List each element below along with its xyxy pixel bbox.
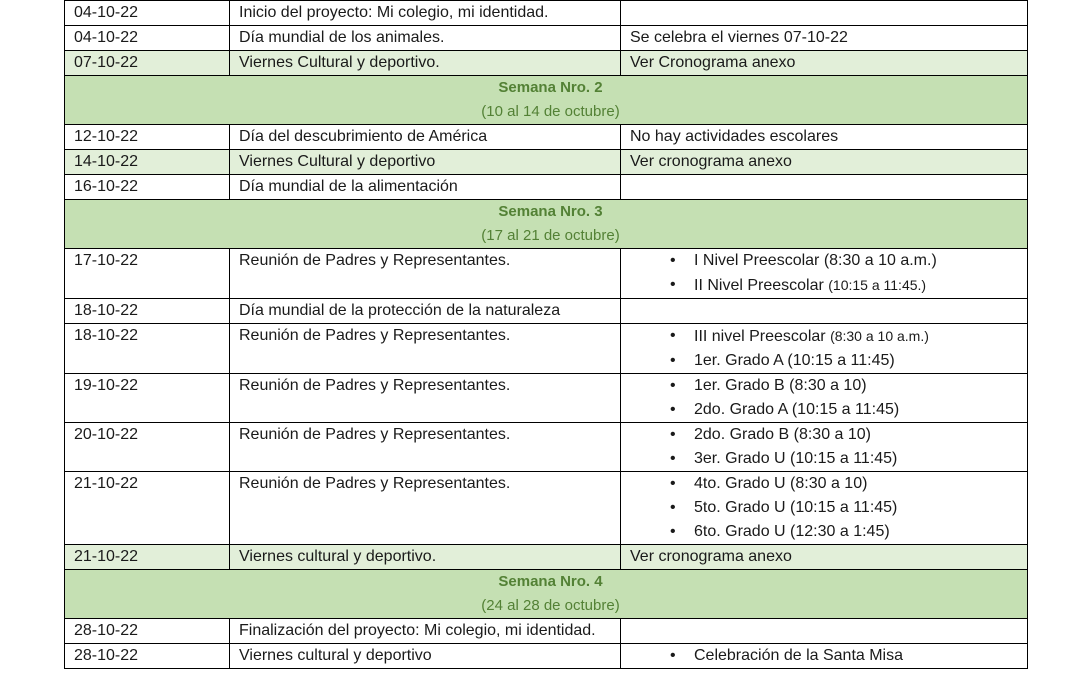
table-row — [65, 125, 1028, 150]
event-cell: Viernes cultural y deportivo — [230, 644, 621, 669]
event-cell: Reunión de Padres y Representantes. — [230, 249, 621, 299]
event-cell: Finalización del proyecto: Mi colegio, mi identidad. — [230, 619, 621, 644]
list-item — [694, 447, 1027, 471]
table-row — [65, 150, 1028, 175]
list-item-text: 2do. Grado B (8:30 a 10) — [694, 426, 871, 443]
date-cell: 04-10-22 — [65, 1, 230, 26]
list-item-text: 6to. Grado U (12:30 a 1:45) — [694, 523, 890, 540]
date-cell: 17-10-22 — [65, 249, 230, 299]
list-item-text: 5to. Grado U (10:15 a 11:45) — [694, 499, 898, 516]
list-item — [694, 472, 1027, 496]
event-cell: Viernes Cultural y deportivo. — [230, 51, 621, 76]
note-cell: Ver Cronograma anexo — [621, 51, 1028, 76]
bullet-list — [630, 423, 1027, 471]
week-header — [65, 570, 1028, 619]
note-cell — [621, 175, 1028, 200]
week-title: Semana Nro. 3 — [498, 203, 603, 220]
schedule-body — [65, 1, 1028, 669]
week-title: Semana Nro. 2 — [498, 79, 603, 96]
week-header-row — [65, 76, 1028, 125]
list-item-text: 2do. Grado A (10:15 a 11:45) — [694, 401, 900, 418]
note-cell: No hay actividades escolares — [621, 125, 1028, 150]
week-header — [65, 200, 1028, 249]
week-range: (17 al 21 de octubre) — [481, 227, 620, 244]
date-cell: 19-10-22 — [65, 374, 230, 423]
week-range: (24 al 28 de octubre) — [481, 597, 620, 614]
list-item — [694, 644, 1027, 668]
list-item — [694, 374, 1027, 398]
event-cell: Reunión de Padres y Representantes. — [230, 374, 621, 423]
week-title: Semana Nro. 4 — [498, 573, 603, 590]
table-row — [65, 374, 1028, 423]
list-item-text: Celebración de la Santa Misa — [694, 647, 904, 664]
bullet-list — [630, 644, 1027, 668]
list-item-time: (10:15 a 11:45.) — [828, 277, 927, 293]
date-cell: 18-10-22 — [65, 324, 230, 374]
list-item-text: 1er. Grado A (10:15 a 11:45) — [694, 352, 895, 369]
date-cell: 28-10-22 — [65, 619, 230, 644]
list-item — [694, 324, 1027, 349]
event-cell: Viernes Cultural y deportivo — [230, 150, 621, 175]
event-cell: Inicio del proyecto: Mi colegio, mi identidad. — [230, 1, 621, 26]
list-item-time: (8:30 a 10 a.m.) — [830, 328, 929, 344]
table-row — [65, 472, 1028, 545]
week-range: (10 al 14 de octubre) — [481, 103, 620, 120]
week-header-row — [65, 570, 1028, 619]
list-item — [694, 423, 1027, 447]
bullet-list — [630, 374, 1027, 422]
list-item-text: III nivel Preescolar — [694, 328, 831, 345]
note-cell — [621, 472, 1028, 545]
table-row — [65, 249, 1028, 299]
table-row — [65, 619, 1028, 644]
list-item — [694, 273, 1027, 298]
date-cell: 21-10-22 — [65, 545, 230, 570]
table-row — [65, 26, 1028, 51]
date-cell: 18-10-22 — [65, 299, 230, 324]
note-cell — [621, 299, 1028, 324]
date-cell: 12-10-22 — [65, 125, 230, 150]
event-cell: Día mundial de la alimentación — [230, 175, 621, 200]
date-cell: 04-10-22 — [65, 26, 230, 51]
note-cell — [621, 249, 1028, 299]
event-cell: Reunión de Padres y Representantes. — [230, 423, 621, 472]
bullet-list — [630, 472, 1027, 544]
list-item-text: 3er. Grado U (10:15 a 11:45) — [694, 450, 898, 467]
note-cell — [621, 619, 1028, 644]
list-item — [694, 349, 1027, 373]
table-row — [65, 324, 1028, 374]
note-cell — [621, 644, 1028, 669]
event-cell: Día mundial de la protección de la naturaleza — [230, 299, 621, 324]
note-cell: Ver cronograma anexo — [621, 545, 1028, 570]
note-cell — [621, 374, 1028, 423]
list-item-text: II Nivel Preescolar — [694, 277, 829, 294]
date-cell: 16-10-22 — [65, 175, 230, 200]
bullet-list — [630, 324, 1027, 373]
week-header — [65, 76, 1028, 125]
event-cell: Día mundial de los animales. — [230, 26, 621, 51]
date-cell: 21-10-22 — [65, 472, 230, 545]
date-cell: 14-10-22 — [65, 150, 230, 175]
list-item — [694, 398, 1027, 422]
list-item — [694, 496, 1027, 520]
table-row — [65, 545, 1028, 570]
table-row — [65, 299, 1028, 324]
note-cell — [621, 1, 1028, 26]
bullet-list — [630, 249, 1027, 298]
list-item — [694, 249, 1027, 273]
note-cell — [621, 324, 1028, 374]
date-cell: 28-10-22 — [65, 644, 230, 669]
event-cell: Reunión de Padres y Representantes. — [230, 472, 621, 545]
list-item-text: I Nivel Preescolar (8:30 a 10 a.m.) — [694, 252, 937, 269]
event-cell: Reunión de Padres y Representantes. — [230, 324, 621, 374]
note-cell: Ver cronograma anexo — [621, 150, 1028, 175]
event-cell: Viernes cultural y deportivo. — [230, 545, 621, 570]
table-row — [65, 1, 1028, 26]
schedule-table — [64, 0, 1028, 669]
table-row — [65, 423, 1028, 472]
table-row — [65, 644, 1028, 669]
note-cell: Se celebra el viernes 07-10-22 — [621, 26, 1028, 51]
list-item-text: 1er. Grado B (8:30 a 10) — [694, 377, 867, 394]
week-header-row — [65, 200, 1028, 249]
table-row — [65, 175, 1028, 200]
table-row — [65, 51, 1028, 76]
list-item — [694, 520, 1027, 544]
list-item-text: 4to. Grado U (8:30 a 10) — [694, 475, 868, 492]
event-cell: Día del descubrimiento de América — [230, 125, 621, 150]
date-cell: 20-10-22 — [65, 423, 230, 472]
note-cell — [621, 423, 1028, 472]
date-cell: 07-10-22 — [65, 51, 230, 76]
